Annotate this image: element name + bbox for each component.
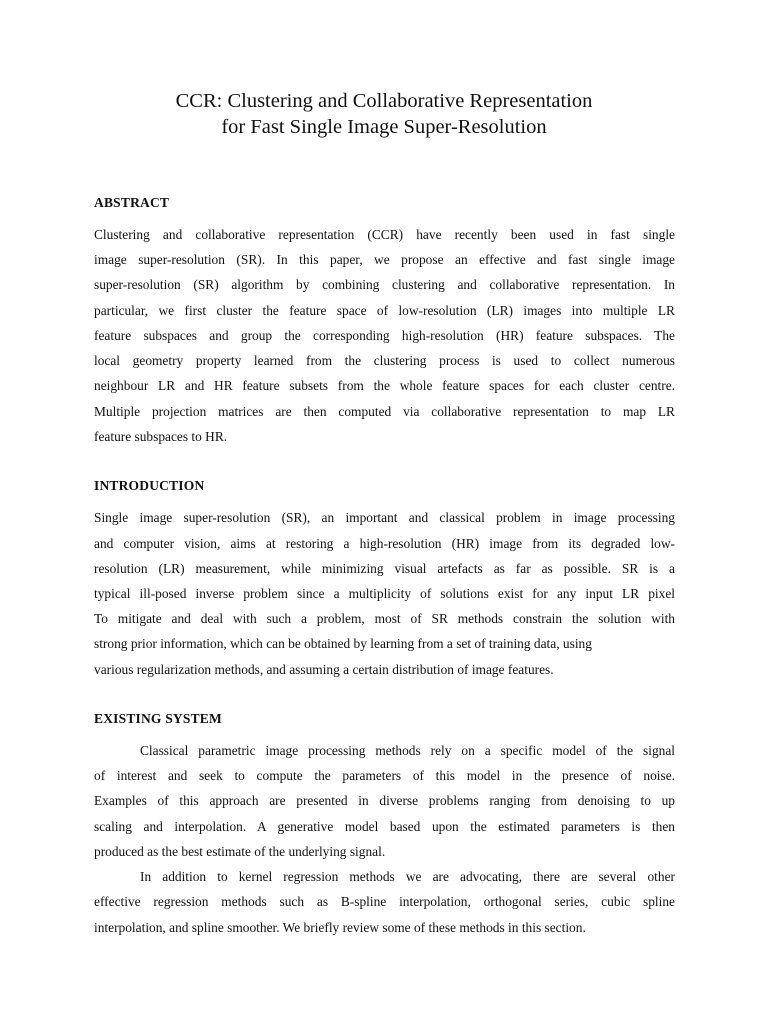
paper-title-line-2: for Fast Single Image Super-Resolution (221, 116, 547, 138)
existing-system-line: In addition to kernel regression methods we are advocating, there are several other (140, 869, 675, 884)
abstract-line: local geometry property learned from the clustering process is used to collect numerous (94, 353, 675, 368)
abstract-line: neighbour LR and HR feature subsets from the whole feature spaces for each cluster centre. (94, 378, 675, 393)
introduction-line: typical ill-posed inverse problem since a multiplicity of solutions exist for any input LR pixel (94, 586, 675, 601)
existing-system-line: effective regression methods such as B-spline interpolation, orthogonal series, cubic spline (94, 894, 675, 909)
abstract-line: Multiple projection matrices are then computed via collaborative representation to map LR (94, 404, 675, 419)
existing-system-line: Examples of this approach are presented in diverse problems ranging from denoising to up (94, 793, 675, 808)
introduction-line: resolution (LR) measurement, while minimizing visual artefacts as far as possible. SR is a (94, 561, 675, 576)
introduction-line: various regularization methods, and assuming a certain distribution of image features. (94, 662, 554, 677)
abstract-line: super-resolution (SR) algorithm by combining clustering and collaborative representation. In (94, 277, 675, 292)
abstract-line: image super-resolution (SR). In this paper, we propose an effective and fast single image (94, 252, 675, 267)
introduction-line: strong prior information, which can be obtained by learning from a set of training data, using (94, 636, 592, 651)
introduction-line: Single image super-resolution (SR), an important and classical problem in image processing (94, 510, 675, 525)
existing-system-line: Classical parametric image processing methods rely on a specific model of the signal (140, 743, 675, 758)
existing-system-heading: EXISTING SYSTEM (94, 711, 222, 726)
existing-system-line: interpolation, and spline smoother. We briefly review some of these methods in this section. (94, 920, 586, 935)
introduction-line: To mitigate and deal with such a problem, most of SR methods constrain the solution with (94, 611, 675, 626)
existing-system-line: scaling and interpolation. A generative model based upon the estimated parameters is then (94, 819, 675, 834)
existing-system-line: of interest and seek to compute the parameters of this model in the presence of noise. (94, 768, 675, 783)
abstract-line: Clustering and collaborative representation (CCR) have recently been used in fast single (94, 227, 675, 242)
introduction-heading: INTRODUCTION (94, 478, 205, 493)
existing-system-line: produced as the best estimate of the underlying signal. (94, 844, 386, 859)
paper-title-line-1: CCR: Clustering and Collaborative Representation (175, 90, 593, 112)
abstract-line: particular, we first cluster the feature space of low-resolution (LR) images into multiple LR (94, 303, 675, 318)
abstract-line: feature subspaces and group the corresponding high-resolution (HR) feature subspaces. The (94, 328, 675, 343)
abstract-heading: ABSTRACT (94, 195, 170, 210)
abstract-line: feature subspaces to HR. (94, 429, 228, 444)
introduction-line: and computer vision, aims at restoring a high-resolution (HR) image from its degraded low- (94, 536, 675, 551)
